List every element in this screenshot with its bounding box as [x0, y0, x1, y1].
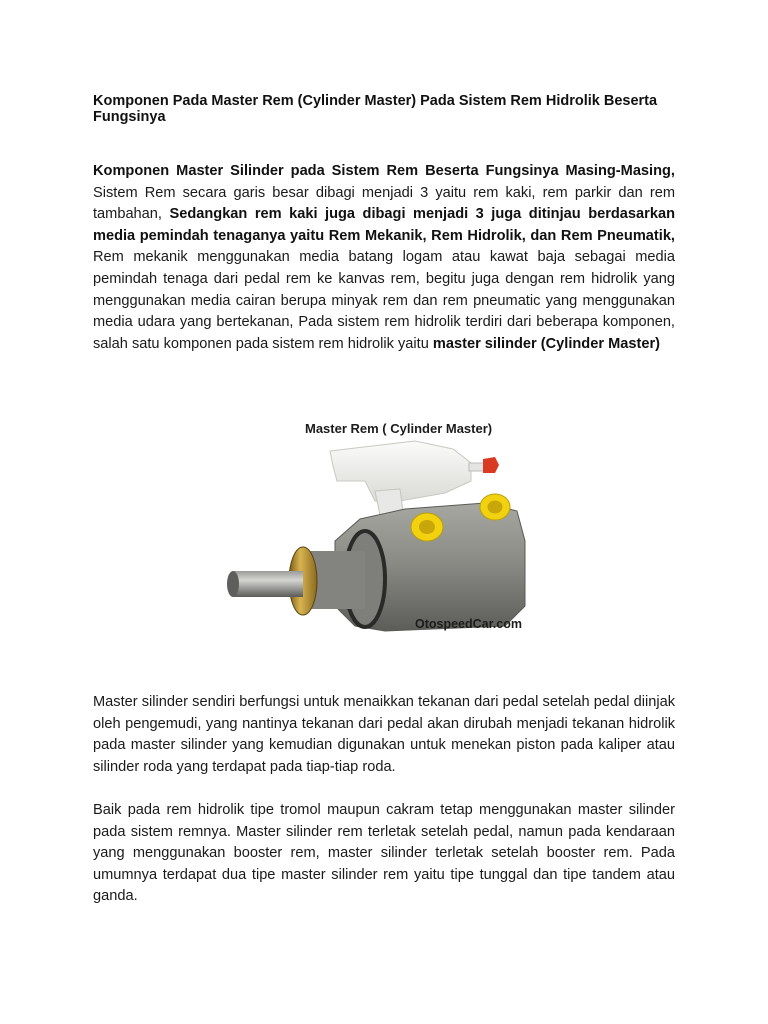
- master-cylinder-illustration: [225, 411, 545, 641]
- figure-watermark: OtospeedCar.com: [415, 617, 522, 631]
- bold-lead: Komponen Master Silinder pada Sistem Rem Beserta Fungsinya Masing-Masing,: [93, 163, 675, 179]
- document-page: [93, 93, 675, 905]
- master-cylinder-figure: [225, 411, 545, 641]
- function-paragraph: Master silinder sendiri berfungsi untuk menaikkan tekanan dari pedal setelah pedal diinjak oleh pengemudi, yang nantinya tekanan dari pedal akan dirubah menjadi tekanan hidrolik pada master silinder yang kemudian digunakan untuk menekan piston pada kaliper atau silinder roda yang terdapat pada tiap-tiap roda.: [93, 694, 675, 775]
- bold-segment: master silinder (Cylinder Master): [432, 335, 660, 352]
- text-segment: Sistem Rem secara garis besar dibagi menjadi 3 yaitu rem kaki, rem parkir dan rem tambahan,: [93, 184, 675, 223]
- bold-segment: Sedangkan rem kaki juga dibagi menjadi 3 juga ditinjau berdasarkan media pemindah tenaganya yaitu Rem Mekanik, Rem Hidrolik, dan Rem Pneumatik,: [93, 206, 675, 244]
- figure-caption: Master Rem ( Cylinder Master): [305, 421, 493, 436]
- intro-paragraph: [93, 161, 675, 355]
- text-segment: Rem mekanik menggunakan media batang logam atau kawat baja sebagai media pemindah tenaga dari pedal rem ke kanvas rem, begitu juga dengan rem hidrolik yang menggunakan media cairan berupa minyak rem dan rem pneumatic yang menggunakan media udara yang bertekanan, Pada sistem rem hidrolik terdiri dari beberapa komponen, salah satu komponen pada sistem rem hidrolik yaitu: [93, 249, 675, 352]
- types-paragraph: Baik pada rem hidrolik tipe tromol maupun cakram tetap menggunakan master silinder pada sistem remnya. Master silinder rem terletak setelah pedal, namun pada kendaraan yang menggunakan booster rem, master silinder terletak setelah booster rem. Pada umumnya terdapat dua tipe master silinder rem yaitu tipe tunggal dan tipe tandem atau ganda.: [93, 802, 675, 905]
- document-title: Komponen Pada Master Rem (Cylinder Master) Pada Sistem Rem Hidrolik Beserta Fungsinya: [93, 93, 658, 125]
